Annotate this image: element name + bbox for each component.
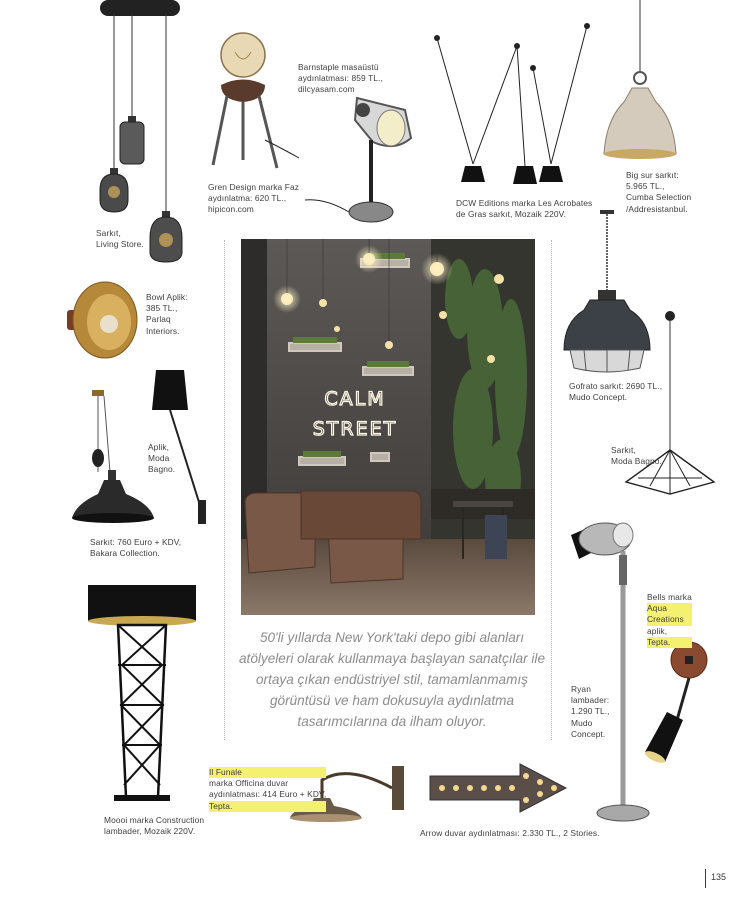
- brand-highlight: Aqua: [647, 603, 692, 614]
- caption-big-sur: Big sur sarkıt: 5.965 TL., Cumba Selection /Addresistanbul.: [626, 170, 692, 214]
- left-dotted-divider: [224, 240, 225, 740]
- caption-bakara: Sarkıt: 760 Euro + KDV, Bakara Collection.: [90, 537, 182, 559]
- neon-sign-line-1: CALM: [324, 388, 386, 410]
- right-dotted-divider: [551, 240, 552, 740]
- brand-highlight: Il Funale: [209, 767, 326, 778]
- faz-lamp-image: [205, 30, 300, 175]
- caption-dcw-editions: DCW Editions marka Les Acrobates de Gras sarkıt, Mozaik 220V.: [456, 198, 593, 220]
- construction-floor-lamp-image: [88, 585, 198, 810]
- caption-ryan: Ryan lambader: 1.290 TL., Mudo Concept.: [571, 684, 610, 739]
- big-sur-pendant-image: [600, 0, 680, 165]
- caption-arrow: Arrow duvar aydınlatması: 2.330 TL., 2 Stories.: [420, 828, 600, 838]
- caption-moooi: Moooi marka Construction lambader, Mozaik 220V.: [104, 815, 205, 837]
- caption-gren-design: Gren Design marka Faz aydınlatma: 620 TL., hipicon.com: [208, 182, 299, 215]
- bowl-wall-light-image: [65, 280, 140, 360]
- arrow-wall-light-image: [430, 760, 570, 815]
- caption-bells: Bells marka Aqua Creations aplik, Tepta.: [647, 592, 692, 647]
- caption-il-funale: Il Funale marka Officina duvar aydınlatması: 414 Euro + KDV, Tepta.: [209, 767, 327, 811]
- living-store-pendant-image: [92, 0, 192, 265]
- caption-bowl-aplik: Bowl Aplik: 385 TL., Parlaq Interiors.: [146, 292, 188, 336]
- les-acrobates-pendant-image: [425, 20, 595, 190]
- bakara-pendant-image: [70, 390, 160, 530]
- caption-sarkit-moda-bagno: Sarkıt, Moda Bagno.: [611, 445, 662, 467]
- wire-pendant-image: [620, 310, 720, 500]
- pull-quote: 50'li yıllarda New York'taki depo gibi alanları atölyeleri olarak kullanmaya başlayan sanatçılar ile ortaya çıkan endüstriyel stil, tamamlanmamış görüntüsü ve ham dokusuyla aydınlatma tasarımcılarına da ilham oluyor.: [238, 630, 546, 729]
- brand-highlight: Creations: [647, 614, 692, 625]
- neon-sign-line-2: STREET: [312, 418, 398, 440]
- store-highlight: Tepta.: [209, 801, 326, 812]
- barnstaple-lamp-image: [305, 80, 420, 225]
- store-highlight: Tepta.: [647, 637, 692, 648]
- caption-barnstaple: Barnstaple masaüstü aydınlatması: 859 TL., dilcyasam.com: [298, 62, 383, 95]
- page-number: 135: [705, 869, 726, 888]
- bells-wall-lamp-image: [645, 640, 710, 765]
- caption-gofrato: Gofrato sarkıt: 2690 TL., Mudo Concept.: [569, 381, 663, 403]
- caption-living-store: Sarkıt, Living Store.: [96, 228, 144, 250]
- cafe-interior-photo: [241, 239, 535, 615]
- caption-aplik-moda-bagno: Aplik, Moda Bagno.: [148, 442, 176, 475]
- ryan-floor-lamp-image: [565, 515, 645, 825]
